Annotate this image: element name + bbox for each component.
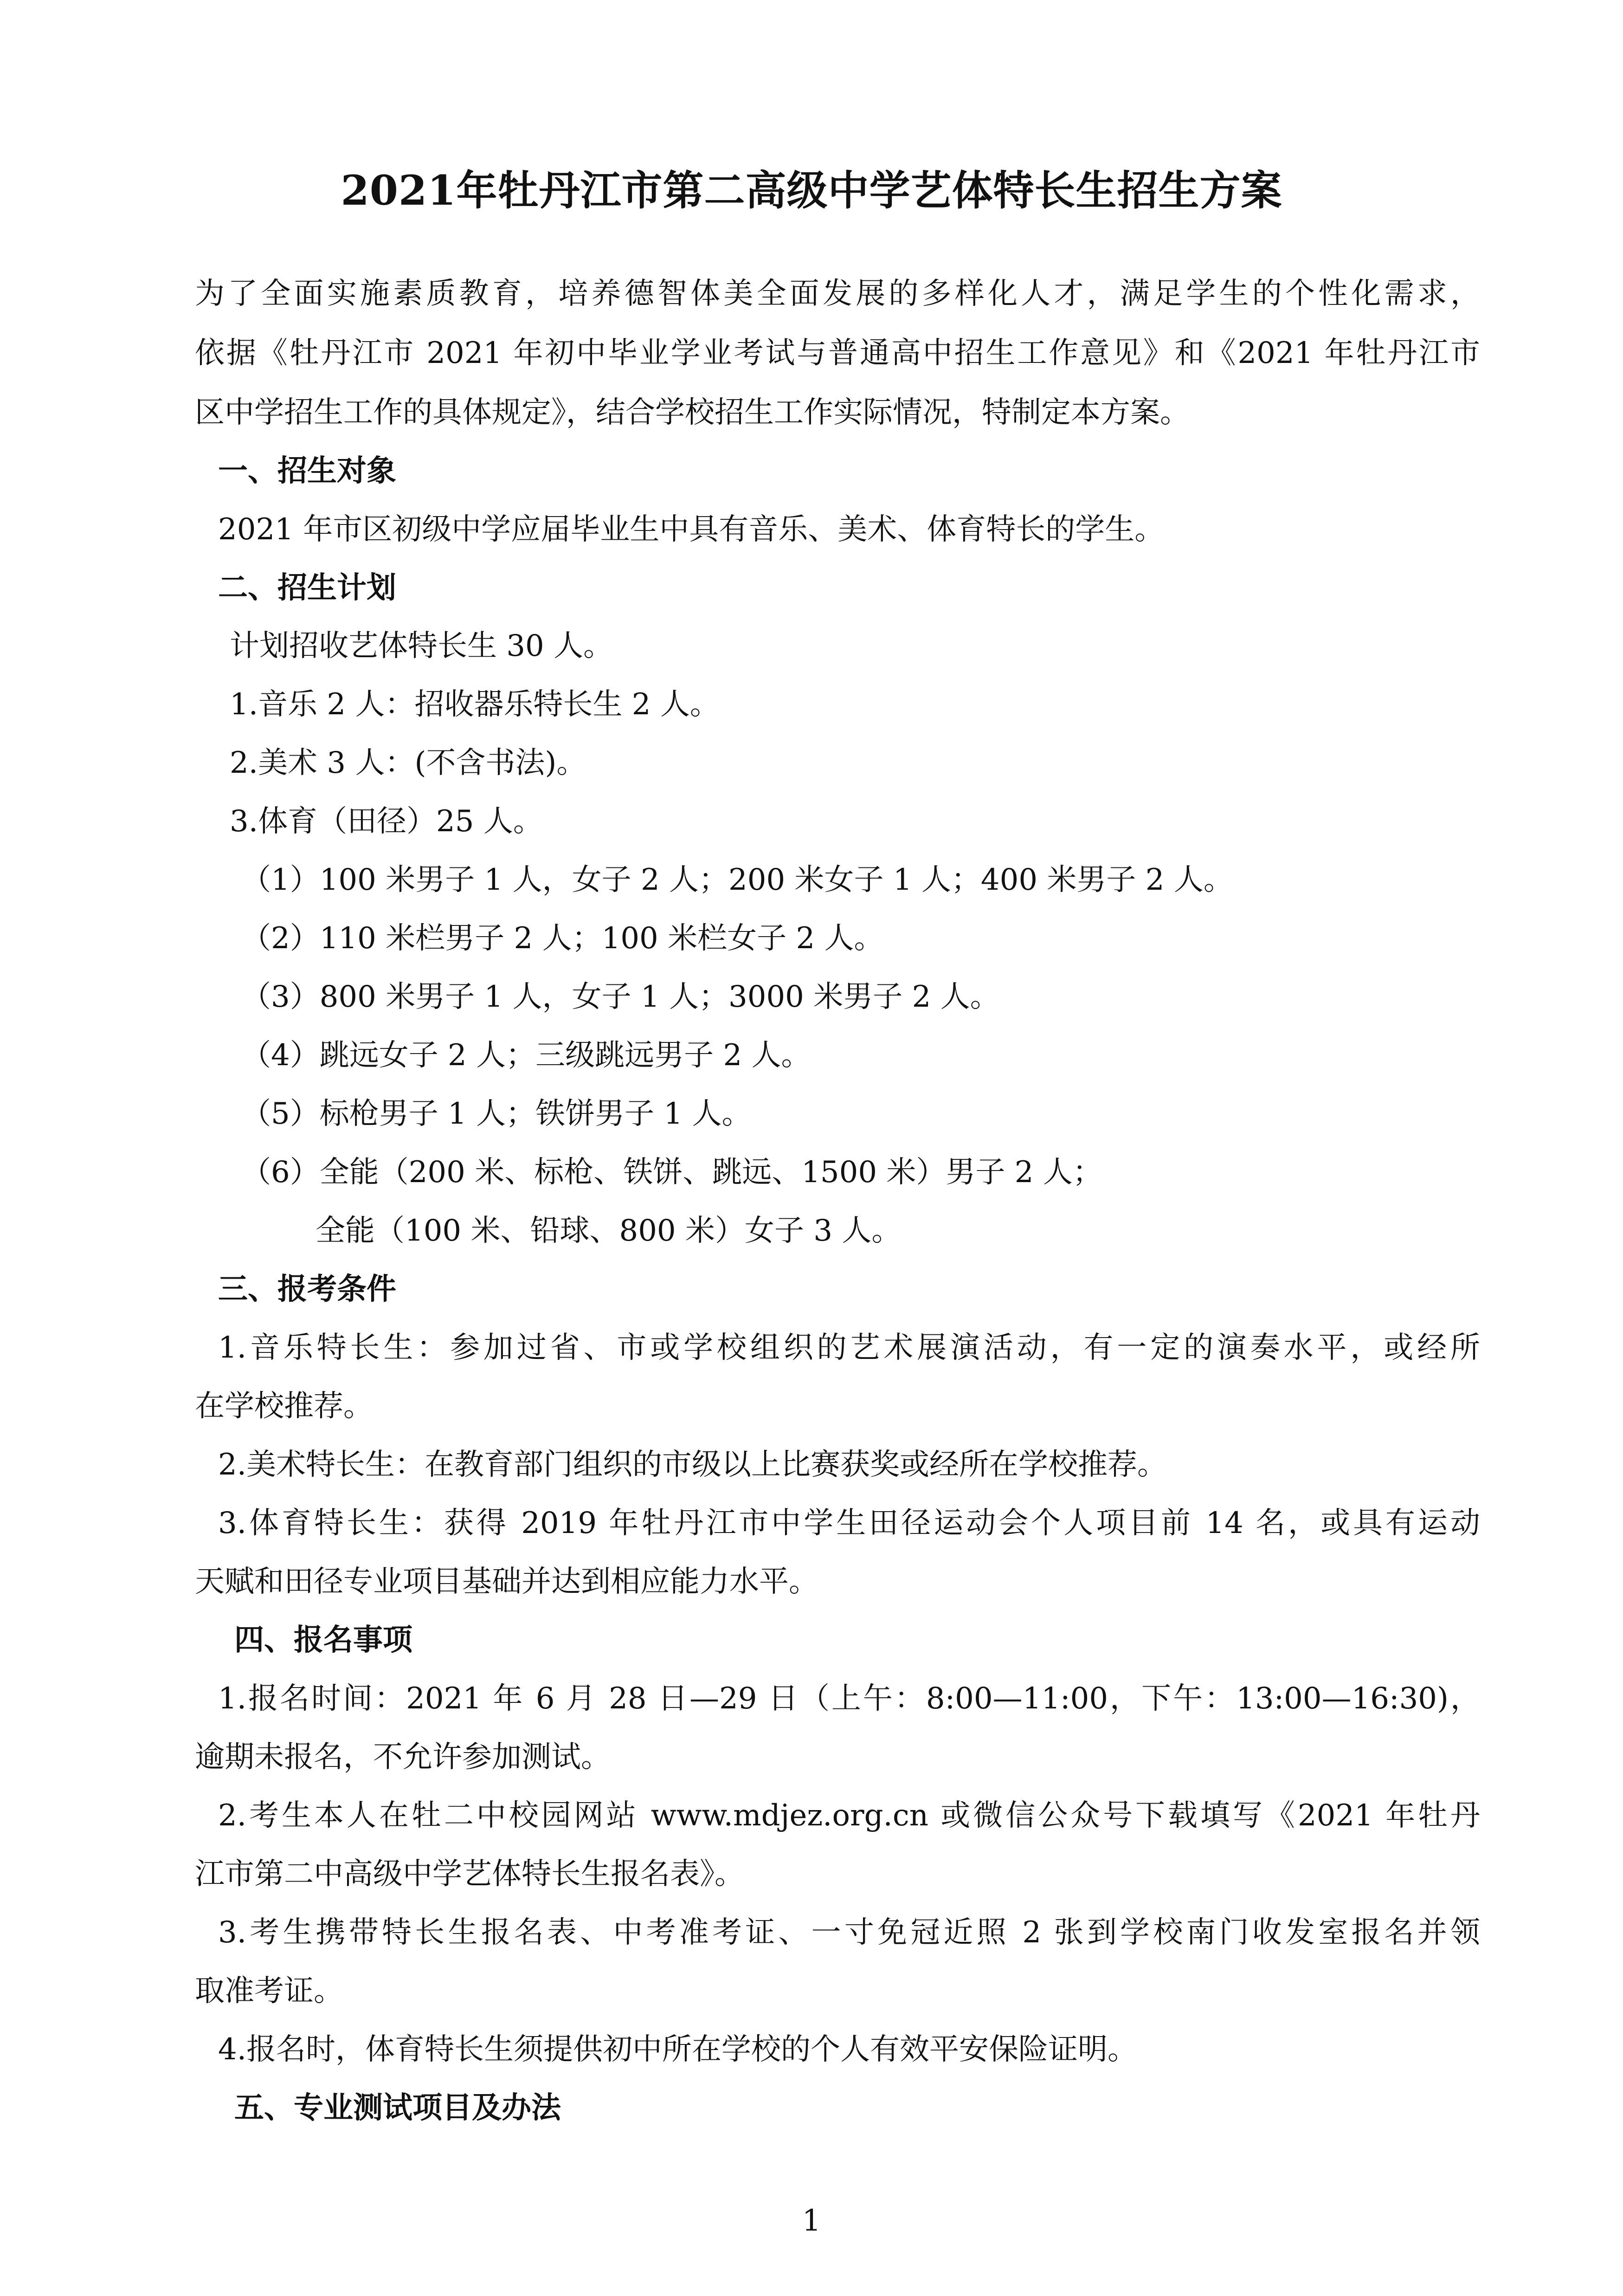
plan-line: （1）100 米男子 1 人，女子 2 人；200 米女子 1 人；400 米男子 2 人。 <box>241 863 1233 897</box>
document-title: 2021年牡丹江市第二高级中学艺体特长生招生方案 <box>341 166 1282 214</box>
plan-line: （3）800 米男子 1 人，女子 1 人；3000 米男子 2 人。 <box>241 980 1000 1014</box>
registration-line: 2.考生本人在牡二中校园网站 www.mdjez.org.cn 或微信公众号下载填写《2021 年牡丹 <box>218 1798 1480 1833</box>
section-heading-1: 一、招生对象 <box>218 453 396 488</box>
plan-line: 1.音乐 2 人：招收器乐特长生 2 人。 <box>230 687 720 722</box>
plan-line: （6）全能（200 米、标枪、铁饼、跳远、1500 米）男子 2 人； <box>241 1155 1102 1190</box>
plan-line: （4）跳远女子 2 人；三级跳远男子 2 人。 <box>241 1038 811 1073</box>
plan-line: （2）110 米栏男子 2 人；100 米栏女子 2 人。 <box>241 921 884 956</box>
registration-line: 江市第二中高级中学艺体特长生报名表》。 <box>195 1857 744 1891</box>
plan-line: 计划招收艺体特长生 30 人。 <box>230 629 613 663</box>
plan-line: 3.体育（田径）25 人。 <box>230 804 543 839</box>
intro-line-3: 区中学招生工作的具体规定》，结合学校招生工作实际情况，特制定本方案。 <box>195 395 1190 430</box>
condition-line: 2.美术特长生：在教育部门组织的市级以上比赛获奖或经所在学校推荐。 <box>218 1448 1167 1482</box>
registration-line: 1.报名时间：2021 年 6 月 28 日—29 日（上午：8:00—11:00，下午：13:00—16:30)， <box>218 1682 1480 1716</box>
condition-line: 天赋和田径专业项目基础并达到相应能力水平。 <box>195 1565 818 1599</box>
section-1-body: 2021 年市区初级中学应届毕业生中具有音乐、美术、体育特长的学生。 <box>218 512 1165 547</box>
plan-line: 2.美术 3 人：(不含书法)。 <box>230 746 586 780</box>
section-heading-4: 四、报名事项 <box>234 1623 412 1657</box>
condition-line: 在学校推荐。 <box>195 1389 373 1423</box>
registration-line: 3.考生携带特长生报名表、中考准考证、一寸免冠近照 2 张到学校南门收发室报名并领 <box>218 1915 1480 1950</box>
intro-line-1: 为了全面实施素质教育，培养德智体美全面发展的多样化人才，满足学生的个性化需求， <box>195 277 1480 311</box>
plan-line: 全能（100 米、铅球、800 米）女子 3 人。 <box>316 1214 902 1248</box>
section-heading-2: 二、招生计划 <box>218 570 396 605</box>
plan-line: （5）标枪男子 1 人；铁饼男子 1 人。 <box>241 1097 752 1131</box>
registration-line: 取准考证。 <box>195 1974 343 2008</box>
section-heading-5: 五、专业测试项目及办法 <box>234 2090 561 2125</box>
condition-line: 1.音乐特长生：参加过省、市或学校组织的艺术展演活动，有一定的演奏水平，或经所 <box>218 1331 1480 1365</box>
section-heading-3: 三、报考条件 <box>218 1272 396 1306</box>
registration-line: 逾期未报名，不允许参加测试。 <box>195 1740 611 1774</box>
intro-line-2: 依据《牡丹江市 2021 年初中毕业学业考试与普通高中招生工作意见》和《2021 年牡丹江市 <box>195 336 1480 370</box>
registration-line: 4.报名时，体育特长生须提供初中所在学校的个人有效平安保险证明。 <box>218 2032 1138 2067</box>
page-number: 1 <box>802 2204 821 2238</box>
condition-line: 3.体育特长生：获得 2019 年牡丹江市中学生田径运动会个人项目前 14 名，或具有运动 <box>218 1506 1480 1540</box>
